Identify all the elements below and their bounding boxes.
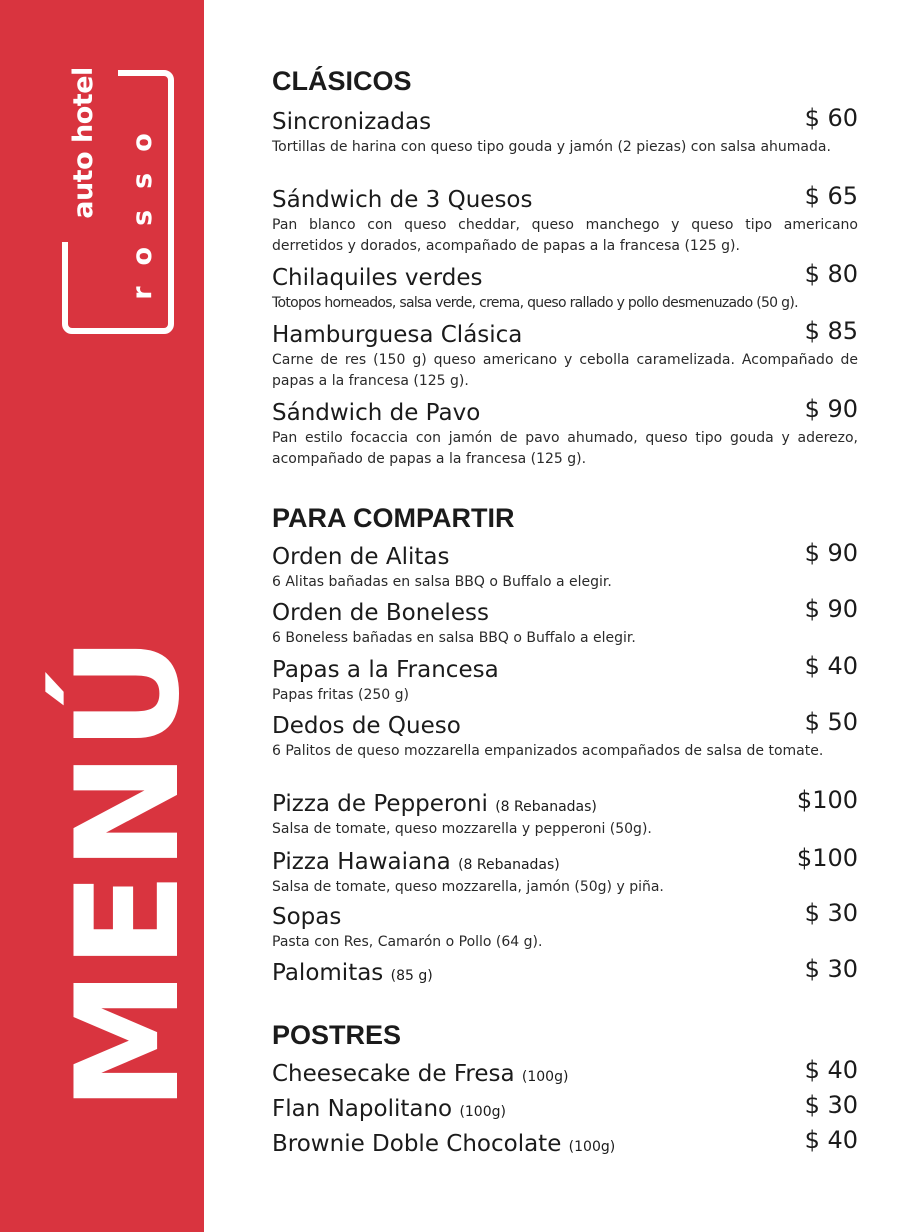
menu-item bbox=[272, 539, 858, 593]
item-description: Totopos horneados, salsa verde, crema, queso rallado y pollo desmenuzado (50 g). bbox=[272, 295, 798, 311]
menu-item bbox=[272, 955, 858, 987]
item-name: Sincronizadas bbox=[272, 109, 432, 135]
item-name: Flan Napolitano (100g) bbox=[272, 1096, 506, 1122]
logo-brand-text: auto hotel bbox=[68, 67, 99, 219]
sidebar-banner bbox=[0, 0, 211, 1232]
item-note: (100g) bbox=[568, 1139, 616, 1155]
item-description: Carne de res (150 g) queso americano y cebolla caramelizada. Acompañado de papas a la francesa (125 g). bbox=[272, 352, 858, 389]
item-note: (100g) bbox=[521, 1069, 569, 1085]
item-description: Pan estilo focaccia con jamón de pavo ahumado, queso tipo gouda y aderezo, acompañado de papas a la francesa (125 g). bbox=[272, 430, 858, 467]
item-price: $ 30 bbox=[804, 1091, 858, 1119]
menu-item bbox=[272, 652, 858, 706]
item-price: $ 40 bbox=[804, 1126, 858, 1154]
item-description: Papas fritas (250 g) bbox=[272, 687, 409, 703]
item-price: $ 80 bbox=[804, 260, 858, 288]
item-description: Tortillas de harina con queso tipo gouda y jamón (2 piezas) con salsa ahumada. bbox=[272, 139, 831, 155]
item-price: $100 bbox=[796, 786, 858, 814]
item-name: Pizza Hawaiana (8 Rebanadas) bbox=[272, 849, 560, 875]
item-description: 6 Boneless bañadas en salsa BBQ o Buffalo a elegir. bbox=[272, 630, 636, 646]
item-price: $ 30 bbox=[804, 955, 858, 983]
item-name: Cheesecake de Fresa (100g) bbox=[272, 1061, 569, 1087]
menu-item bbox=[272, 1126, 858, 1158]
item-name: Dedos de Queso bbox=[272, 713, 461, 739]
menu-item bbox=[272, 899, 858, 953]
menu-item bbox=[272, 182, 858, 257]
item-description: 6 Palitos de queso mozzarella empanizados acompañados de salsa de tomate. bbox=[272, 743, 824, 759]
item-note: (85 g) bbox=[390, 968, 433, 984]
item-price: $ 60 bbox=[804, 104, 858, 132]
item-name: Hamburguesa Clásica bbox=[272, 322, 523, 348]
item-price: $ 50 bbox=[804, 708, 858, 736]
menu-item bbox=[272, 317, 858, 392]
section-title-para-compartir: PARA COMPARTIR bbox=[272, 503, 515, 533]
item-name: Chilaquiles verdes bbox=[272, 265, 483, 291]
item-description: Pasta con Res, Camarón o Pollo (64 g). bbox=[272, 934, 543, 950]
menu-item bbox=[272, 786, 858, 840]
item-price: $ 65 bbox=[804, 182, 858, 210]
item-name: Sándwich de 3 Quesos bbox=[272, 187, 533, 213]
item-name: Brownie Doble Chocolate (100g) bbox=[272, 1131, 616, 1157]
menu-item bbox=[272, 104, 858, 158]
section-title-clasicos: CLÁSICOS bbox=[272, 66, 412, 96]
menu-item bbox=[272, 708, 858, 762]
item-name: Orden de Alitas bbox=[272, 544, 450, 570]
item-price: $ 90 bbox=[804, 395, 858, 423]
item-description: 6 Alitas bañadas en salsa BBQ o Buffalo a elegir. bbox=[272, 574, 612, 590]
menu-item bbox=[272, 1056, 858, 1088]
item-note: (8 Rebanadas) bbox=[458, 857, 560, 873]
menu-item bbox=[272, 395, 858, 470]
item-price: $ 90 bbox=[804, 595, 858, 623]
section-title-postres: POSTRES bbox=[272, 1020, 402, 1050]
item-name: Pizza de Pepperoni (8 Rebanadas) bbox=[272, 791, 597, 817]
item-name: Papas a la Francesa bbox=[272, 657, 499, 683]
menu-title: MENÚ bbox=[46, 634, 211, 1112]
item-price: $ 90 bbox=[804, 539, 858, 567]
item-description: Pan blanco con queso cheddar, queso manchego y queso tipo americano derretidos y dorados, acompañado de papas a la francesa (125 g). bbox=[272, 217, 858, 254]
item-price: $ 85 bbox=[804, 317, 858, 345]
item-name: Orden de Boneless bbox=[272, 600, 489, 626]
menu-item bbox=[272, 844, 858, 898]
item-name: Sopas bbox=[272, 904, 342, 930]
item-description: Salsa de tomate, queso mozzarella, jamón (50g) y piña. bbox=[272, 879, 664, 895]
item-name: Sándwich de Pavo bbox=[272, 400, 481, 426]
item-name: Palomitas (85 g) bbox=[272, 960, 433, 986]
item-price: $100 bbox=[796, 844, 858, 872]
item-note: (8 Rebanadas) bbox=[495, 799, 597, 815]
item-description: Salsa de tomate, queso mozzarella y pepperoni (50g). bbox=[272, 821, 652, 837]
menu-item bbox=[272, 595, 858, 649]
item-price: $ 30 bbox=[804, 899, 858, 927]
menu-item bbox=[272, 1091, 858, 1123]
item-price: $ 40 bbox=[804, 1056, 858, 1084]
menu-item bbox=[272, 260, 858, 314]
logo-name-text: rosso bbox=[127, 112, 158, 300]
item-price: $ 40 bbox=[804, 652, 858, 680]
item-note: (100g) bbox=[459, 1104, 506, 1120]
